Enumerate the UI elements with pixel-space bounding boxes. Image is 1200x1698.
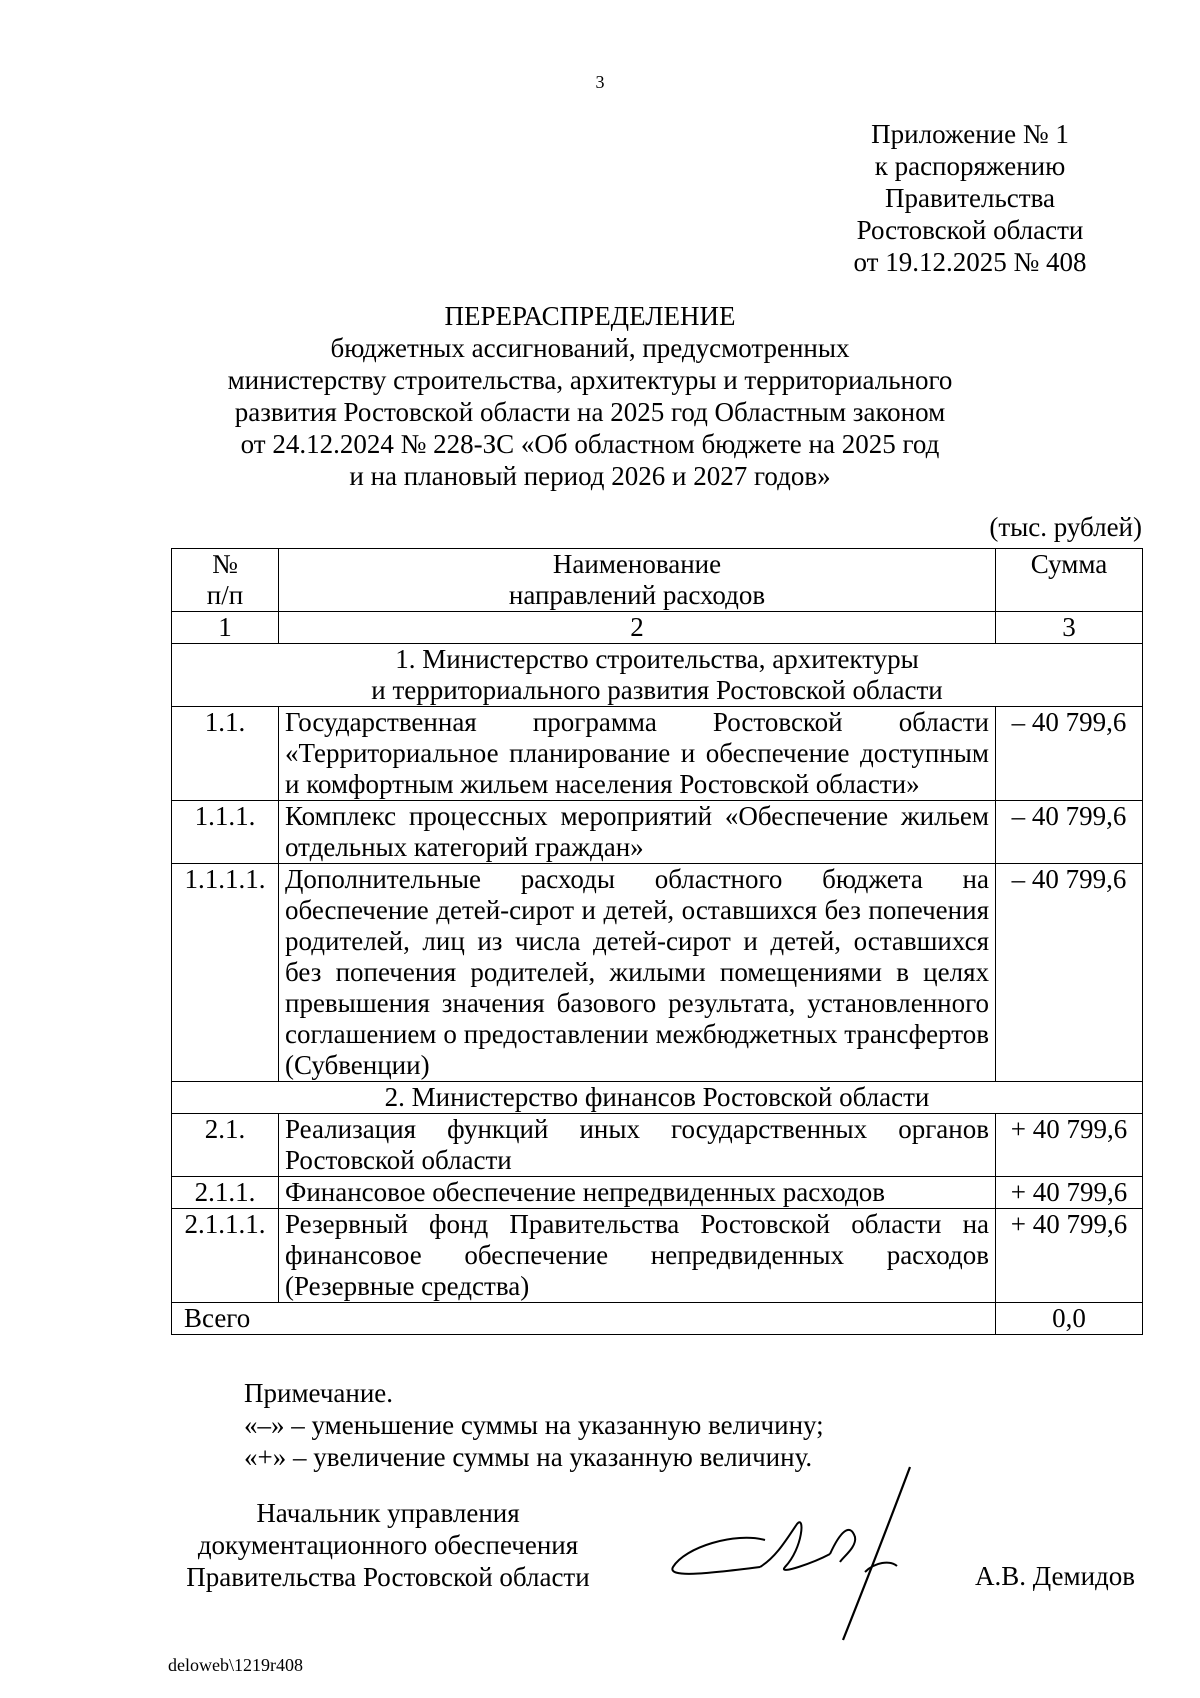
table-row [172,1177,1143,1209]
table-row [172,864,1143,1082]
title-line: и на плановый период 2026 и 2027 годов» [349,461,831,491]
note-minus: «–» – уменьшение суммы на указанную величину; [244,1410,824,1440]
row-number: 2.1.1.1. [172,1209,279,1303]
signatory-name: А.В. Демидов [975,1561,1136,1591]
row-name: Государственная программа Ростовской области «Территориальное планирование и обеспечение доступным и комфортным жильем населения Ростовской области» [279,707,996,801]
row-sum: – 40 799,6 [996,801,1143,864]
table-row [172,1209,1143,1303]
section-row [172,644,1143,707]
row-name: Реализация функций иных государственных органов Ростовской области [279,1114,996,1177]
total-label: Всего [172,1303,996,1335]
section-title-line: 1. Министерство строительства, архитектуры [395,644,919,674]
position-line: Начальник управления [256,1498,520,1528]
appendix-line: от 19.12.2025 № 408 [853,247,1087,277]
section-title [172,644,1143,707]
row-name: Финансовое обеспечение непредвиденных расходов [279,1177,996,1209]
footer-code: deloweb\1219r408 [168,1655,303,1675]
row-name: Резервный фонд Правительства Ростовской области на финансовое обеспечение непредвиденных расходов (Резервные средства) [279,1209,996,1303]
title-line: бюджетных ассигнований, предусмотренных [330,333,850,363]
handwritten-signature [665,1462,955,1652]
table-header-row [172,549,1143,612]
column-number: 1 [172,612,279,644]
appendix-line: Правительства [885,183,1055,213]
header-name-line: Наименование [552,549,722,579]
row-number: 1.1.1. [172,801,279,864]
row-sum: + 40 799,6 [996,1177,1143,1209]
total-sum: 0,0 [996,1303,1143,1335]
position-line: документационного обеспечения [197,1530,579,1560]
header-num-line: п/п [206,580,244,610]
column-number: 3 [996,612,1143,644]
document-title [170,300,1010,492]
title-line: от 24.12.2024 № 228-ЗС «Об областном бюджете на 2025 год [240,429,940,459]
appendix-line: к распоряжению [874,151,1066,181]
appendix-line: Ростовской области [856,215,1084,245]
section-title-line: и территориального развития Ростовской области [371,675,943,705]
note-block [244,1377,824,1473]
appendix-block [840,118,1100,278]
row-name: Комплекс процессных мероприятий «Обеспечение жильем отдельных категорий граждан» [279,801,996,864]
budget-table [171,548,1143,1335]
row-number: 1.1.1.1. [172,864,279,1082]
row-sum: + 40 799,6 [996,1114,1143,1177]
signatory-position [168,1497,608,1593]
title-line: развития Ростовской области на 2025 год Областным законом [234,397,946,427]
note-title: Примечание. [244,1378,394,1408]
title-heading: ПЕРЕРАСПРЕДЕЛЕНИЕ [444,301,736,331]
title-line: министерству строительства, архитектуры и территориального [227,365,953,395]
page-number: 3 [595,72,605,92]
table-row [172,707,1143,801]
row-number: 2.1. [172,1114,279,1177]
row-sum: – 40 799,6 [996,864,1143,1082]
note-plus: «+» – увеличение суммы на указанную величину. [244,1442,813,1472]
section-title: 2. Министерство финансов Ростовской области [172,1082,1143,1114]
row-sum: + 40 799,6 [996,1209,1143,1303]
position-line: Правительства Ростовской области [186,1562,590,1592]
row-number: 2.1.1. [172,1177,279,1209]
table-row [172,801,1143,864]
row-sum: – 40 799,6 [996,707,1143,801]
header-num-line: № [212,549,238,579]
header-name [279,549,996,612]
total-row [172,1303,1143,1335]
row-number: 1.1. [172,707,279,801]
column-number-row [172,612,1143,644]
header-sum: Сумма [996,549,1143,612]
header-num [172,549,279,612]
row-name: Дополнительные расходы областного бюджета на обеспечение детей-сирот и детей, оставшихся без попечения родителей, лиц из числа детей-сирот и детей, оставшихся без попечения родителей, жилыми помещениями в целях превышения значения базового результата, установленного соглашением о предоставлении межбюджетных трансфертов (Субвенции) [279,864,996,1082]
column-number: 2 [279,612,996,644]
header-name-line: направлений расходов [508,580,766,610]
table-row [172,1114,1143,1177]
section-row [172,1082,1143,1114]
appendix-line: Приложение № 1 [871,119,1069,149]
units-label: (тыс. рублей) [989,512,1142,542]
